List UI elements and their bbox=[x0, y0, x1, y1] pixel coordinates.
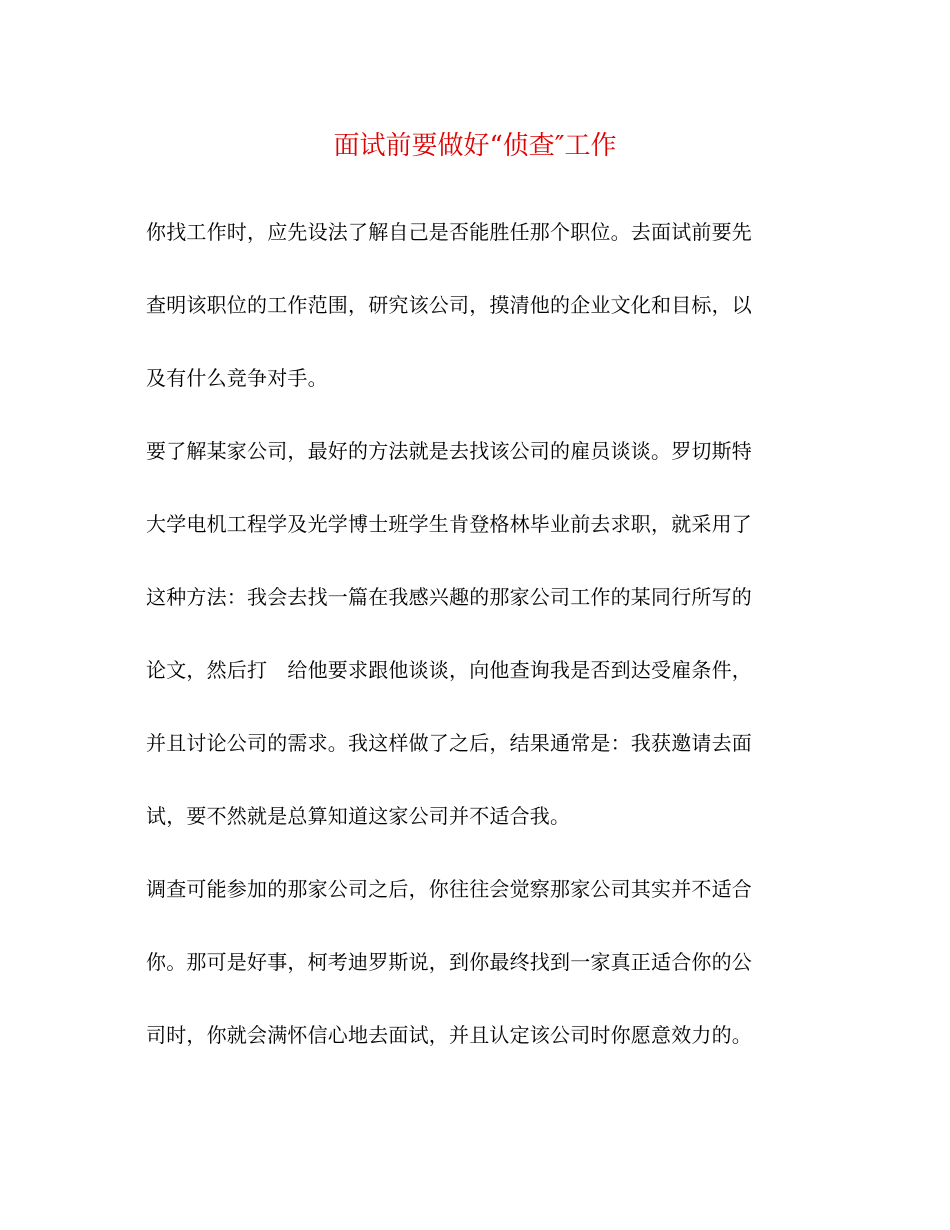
document-body bbox=[146, 208, 806, 1084]
paragraph-line: 你找工作时，应先设法了解自己是否能胜任那个职位。去面试前要先 bbox=[146, 220, 752, 244]
paragraph-line: 查明该职位的工作范围，研究该公司，摸清他的企业文化和目标，以 bbox=[146, 293, 752, 317]
paragraph-line: 司时，你就会满怀信心地去面试，并且认定该公司时你愿意效力的。 bbox=[146, 1023, 752, 1047]
paragraph-line: 并且讨论公司的需求。我这样做了之后，结果通常是：我获邀请去面 bbox=[146, 731, 752, 755]
paragraph-line: 及有什么竞争对手。 bbox=[146, 366, 328, 390]
paragraph-line: 论文，然后打 给他要求跟他谈谈，向他查询我是否到达受雇条件， bbox=[146, 658, 752, 682]
paragraph-line: 调查可能参加的那家公司之后，你往往会觉察那家公司其实并不适合 bbox=[146, 877, 752, 901]
paragraph-line: 这种方法：我会去找一篇在我感兴趣的那家公司工作的某同行所写的 bbox=[146, 585, 752, 609]
document-title: 面试前要做好“侦查″工作 bbox=[333, 131, 617, 161]
paragraph-line: 你。那可是好事，柯考迪罗斯说，到你最终找到一家真正适合你的公 bbox=[146, 950, 752, 974]
paragraph-line: 试，要不然就是总算知道这家公司并不适合我。 bbox=[146, 804, 571, 828]
paragraph-2 bbox=[146, 427, 806, 865]
paragraph-line: 大学电机工程学及光学博士班学生肯登格林毕业前去求职，就采用了 bbox=[146, 512, 752, 536]
paragraph-line: 要了解某家公司，最好的方法就是去找该公司的雇员谈谈。罗切斯特 bbox=[146, 439, 752, 463]
paragraph-3 bbox=[146, 865, 806, 1084]
paragraph-1 bbox=[146, 208, 806, 427]
